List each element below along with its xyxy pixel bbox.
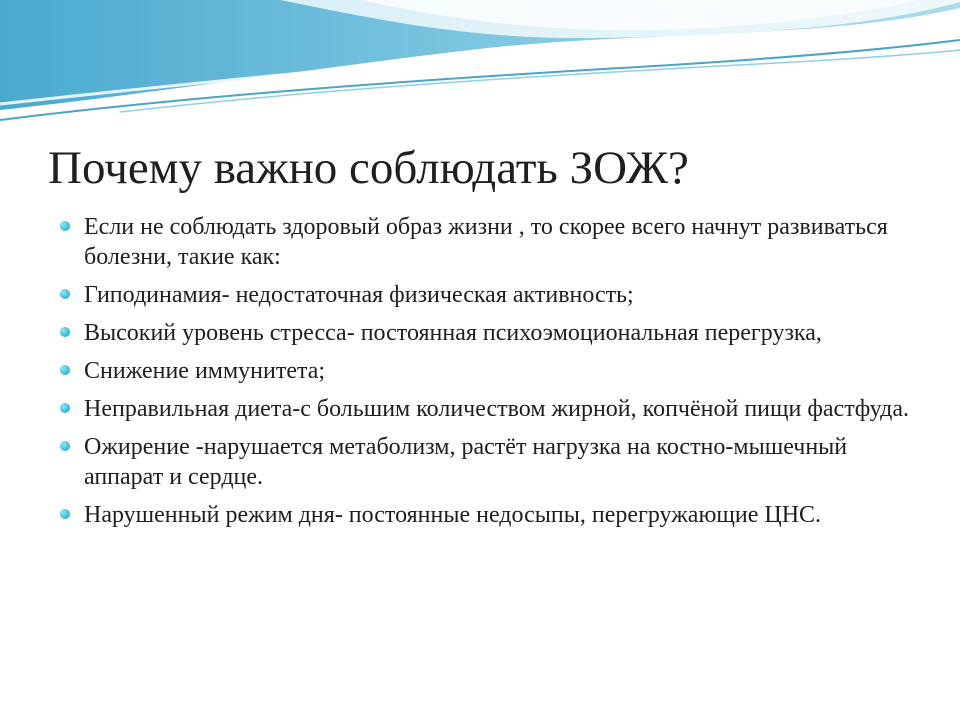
bullet-text: Высокий уровень стресса- постоянная психоэмоциональная перегрузка, xyxy=(84,320,822,346)
bullet-text: Гиподинамия- недостаточная физическая активность; xyxy=(84,282,634,308)
bullet-dot-icon xyxy=(60,441,70,451)
bullet-item xyxy=(60,280,910,310)
bullet-list xyxy=(60,212,910,538)
bullet-dot-icon xyxy=(60,289,70,299)
bullet-dot-icon xyxy=(60,403,70,413)
bullet-item xyxy=(60,500,910,530)
bullet-text: Ожирение -нарушается метаболизм, растёт нагрузка на костно-мышечный аппарат и сердце. xyxy=(84,434,848,490)
header-wave-decoration xyxy=(0,0,960,140)
bullet-dot-icon xyxy=(60,327,70,337)
bullet-dot-icon xyxy=(60,365,70,375)
bullet-text: Снижение иммунитета; xyxy=(84,358,326,384)
bullet-dot-icon xyxy=(60,221,70,231)
bullet-item xyxy=(60,394,910,424)
bullet-item xyxy=(60,212,910,272)
bullet-dot-icon xyxy=(60,509,70,519)
bullet-text: Нарушенный режим дня- постоянные недосыпы, перегружающие ЦНС. xyxy=(84,502,822,528)
bullet-item xyxy=(60,318,910,348)
bullet-text: Неправильная диета-с большим количеством жирной, копчёной пищи фастфуда. xyxy=(84,396,909,422)
bullet-text: Если не соблюдать здоровый образ жизни , то скорее всего начнут развиваться болезни, такие как: xyxy=(84,214,888,270)
bullet-item xyxy=(60,432,910,492)
slide-title: Почему важно соблюдать ЗОЖ? xyxy=(48,142,689,194)
bullet-item xyxy=(60,356,910,386)
